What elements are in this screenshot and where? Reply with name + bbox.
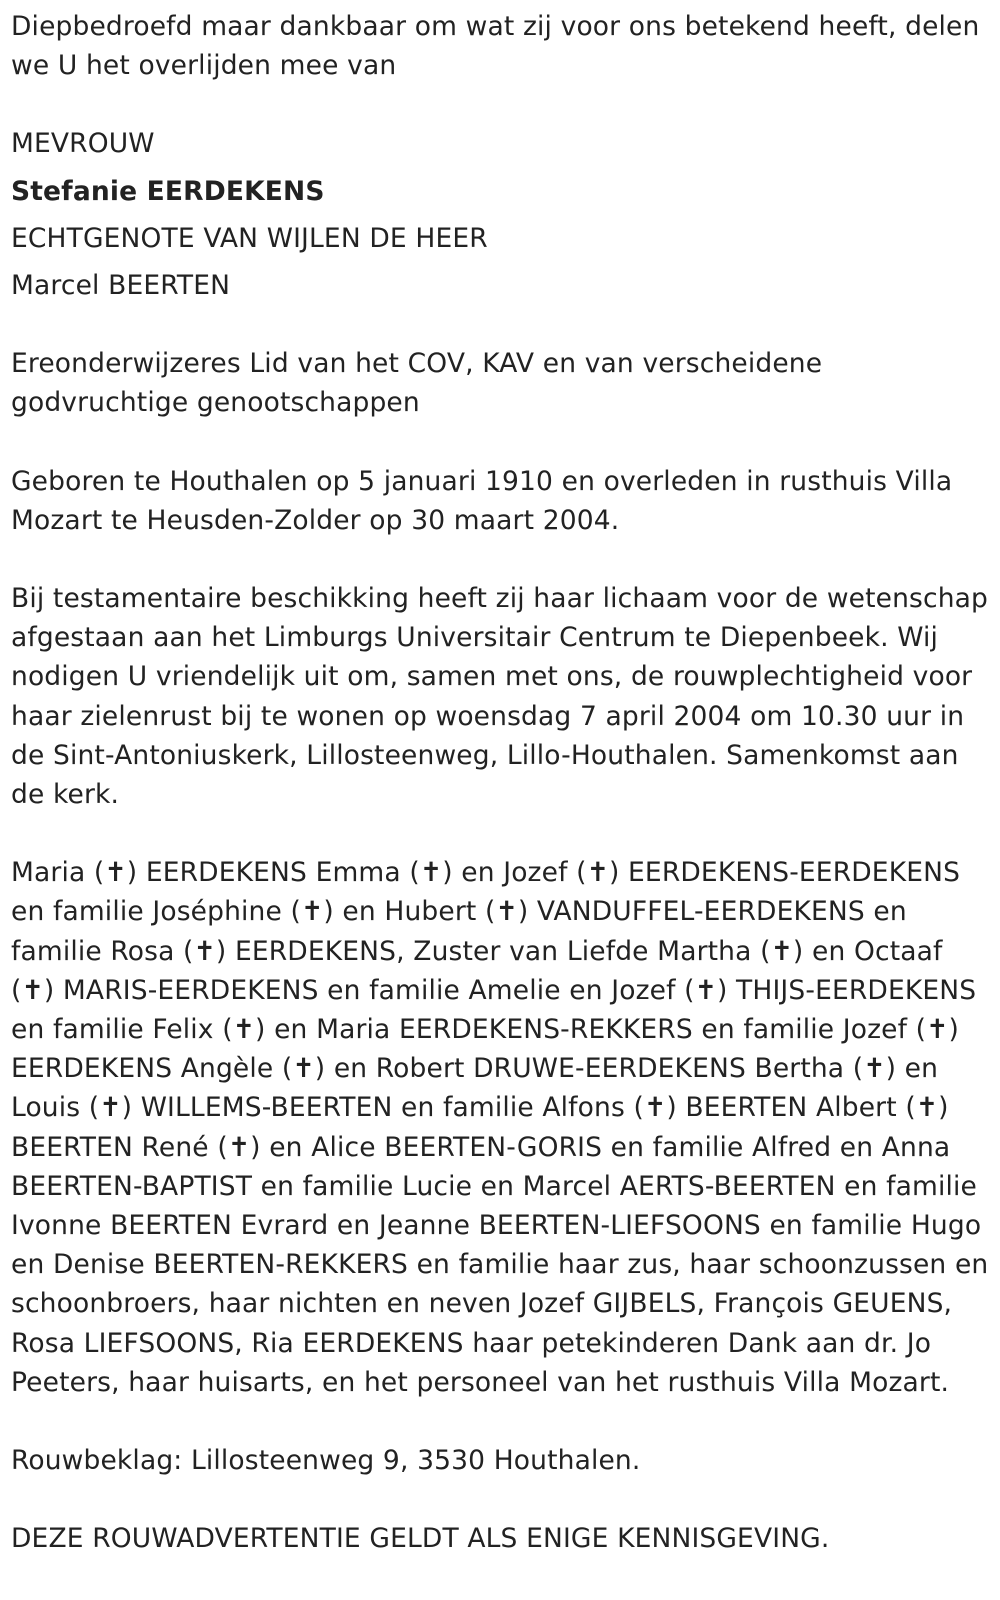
ceremony-paragraph: Bij testamentaire beschikking heeft zij haar lichaam voor de wetenschap afgestaan aan het Limburgs Universitair Centrum te Diepenbeek. Wij nodigen U vriendelijk uit om, samen met ons, de rouwplechtigheid voor haar zielenrust bij te wonen op woensdag 7 april 2004 om 10.30 uur in de Sint-Antoniuskerk, Lillosteenweg, Lillo-Houthalen. Samenkomst aan de kerk. (11, 583, 989, 811)
birth-death-paragraph: Geboren te Houthalen op 5 januari 1910 en overleden in rusthuis Villa Mozart te Heusden-Zolder op 30 maart 2004. (11, 465, 953, 536)
condolence-address: Rouwbeklag: Lillosteenweg 9, 3530 Houthalen. (11, 1445, 641, 1477)
deceased-name: Stefanie EERDEKENS (11, 175, 325, 207)
notice-line: DEZE ROUWADVERTENTIE GELDT ALS ENIGE KENNISGEVING. (11, 1523, 830, 1555)
intro-paragraph: Diepbedroefd maar dankbaar om wat zij voor ons betekend heeft, delen we U het overlijden mee van (11, 11, 980, 82)
spouse-label: ECHTGENOTE VAN WIJLEN DE HEER (11, 222, 488, 254)
family-paragraph: Maria (✝) EERDEKENS Emma (✝) en Jozef (✝) EERDEKENS-EERDEKENS en familie Joséphine (✝) en Hubert (✝) VANDUFFEL-EERDEKENS en familie Rosa (✝) EERDEKENS, Zuster van Liefde Martha (✝) en Octaaf (✝) MARIS-EERDEKENS en familie Amelie en Jozef (✝) THIJS-EERDEKENS en familie Felix (✝) en Maria EERDEKENS-REKKERS en familie Jozef (✝) EERDEKENS Angèle (✝) en Robert DRUWE-EERDEKENS Bertha (✝) en Louis (✝) WILLEMS-BEERTEN en familie Alfons (✝) BEERTEN Albert (✝) BEERTEN René (✝) en Alice BEERTEN-GORIS en familie Alfred en Anna BEERTEN-BAPTIST en familie Lucie en Marcel AERTS-BEERTEN en familie Ivonne BEERTEN Evrard en Jeanne BEERTEN-LIEFSOONS en familie Hugo en Denise BEERTEN-REKKERS en familie haar zus, haar schoonzussen en schoonbroers, haar nichten en neven Jozef GIJBELS, François GEUENS, Rosa LIEFSOONS, Ria EERDEKENS haar petekinderen Dank aan dr. Jo Peeters, haar huisarts, en het personeel van het rusthuis Villa Mozart. (11, 857, 989, 1398)
occupation-paragraph: Ereonderwijzeres Lid van het COV, KAV en van verscheidene godvruchtige genootschappen (11, 348, 823, 419)
spouse-name: Marcel BEERTEN (11, 270, 231, 302)
obituary-document (11, 7, 989, 1559)
title-prefix: MEVROUW (11, 128, 155, 160)
